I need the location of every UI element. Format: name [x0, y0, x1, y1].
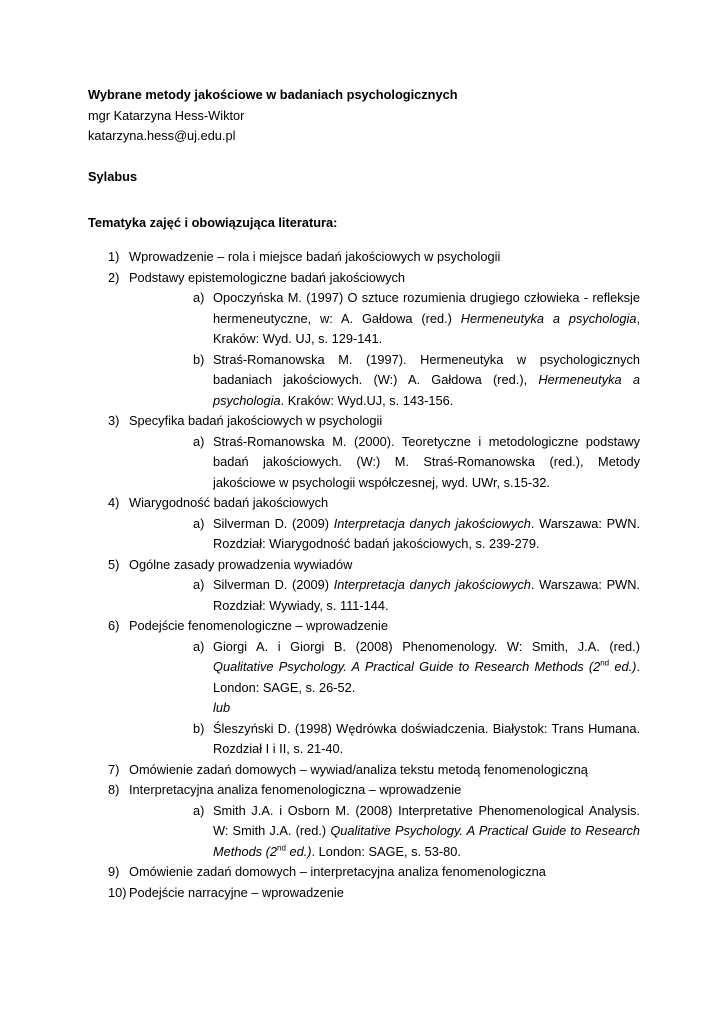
reference-text — [213, 637, 640, 719]
reference-text — [213, 575, 640, 616]
reference-pre: Smith J.A. i Osborn M. (2008) Interpretative Phenomenological Analysis. W: Smith J.A. (red.) — [213, 802, 640, 838]
topic-title: Ogólne zasady prowadzenia wywiadów — [129, 556, 353, 572]
topic-number: 10) — [108, 884, 127, 900]
reference-letter: b) — [193, 351, 205, 367]
reference-italic: Qualitative Psychology. A Practical Guide to Research Methods (2 — [213, 823, 640, 859]
reference-item — [129, 288, 640, 350]
topic-item — [88, 555, 640, 617]
topic-item — [88, 411, 640, 493]
topic-number: 1) — [108, 249, 120, 264]
reference-pre: Straś-Romanowska M. (1997). Hermeneutyka w psychologicznych badaniach jakościowych. (W:) A. Gałdowa (red.), — [213, 351, 640, 387]
reference-italic: Hermeneutyka a psychologia — [460, 310, 637, 326]
topic-title: Podejście narracyjne – wprowadzenie — [129, 884, 344, 900]
reference-item — [129, 350, 640, 412]
topic-number: 7) — [108, 761, 120, 777]
topic-item — [88, 493, 640, 555]
reference-item — [129, 801, 640, 863]
topic-item — [88, 862, 640, 883]
reference-item — [129, 575, 640, 616]
reference-italic: Qualitative Psychology. A Practical Guide to Research Methods (2 — [213, 659, 601, 674]
topic-number: 6) — [108, 618, 120, 633]
reference-sup: nd — [277, 843, 286, 853]
topic-item — [88, 760, 640, 781]
reference-pre: Opoczyńska M. (1997) O sztuce rozumienia drugiego człowieka - refleksje hermeneutyczne, w: A. Gałdowa (red.) — [213, 290, 640, 326]
topic-item — [88, 616, 640, 760]
reference-text — [213, 350, 640, 412]
topic-title: Interpretacyjna analiza fenomenologiczna – wprowadzenie — [129, 782, 462, 797]
reference-alternative: lub — [213, 700, 231, 715]
reference-text — [213, 288, 640, 350]
topic-number: 4) — [108, 495, 120, 510]
reference-text — [213, 719, 640, 760]
reference-pre: Śleszyński D. (1998) Wędrówka doświadczenia. Białystok: Trans Humana. Rozdział I i II, s. 21-40. — [213, 720, 640, 756]
reference-letter: a) — [193, 433, 205, 449]
reference-letter: a) — [193, 290, 205, 305]
topic-title: Podstawy epistemologiczne badań jakościowych — [129, 269, 405, 285]
topic-item — [88, 883, 640, 904]
reference-text — [213, 514, 640, 555]
reference-sup: nd — [600, 658, 610, 668]
reference-post: . Warszawa: PWN. Rozdział: Wywiady, s. 111-144. — [213, 577, 640, 613]
course-title: Wybrane metody jakościowe w badaniach psychologicznych — [88, 87, 458, 102]
topic-number: 9) — [108, 864, 120, 879]
section-title: Tematyka zajęć i obowiązująca literatura: — [88, 215, 338, 230]
reference-letter: b) — [193, 720, 205, 736]
topic-title: Podejście fenomenologiczne – wprowadzenie — [129, 618, 388, 633]
reference-italic: Interpretacja danych jakościowych — [333, 515, 531, 531]
reference-italic-tail: ed.) — [609, 659, 637, 674]
topic-title: Omówienie zadań domowych – interpretacyjna analiza fenomenologiczna — [129, 864, 546, 879]
reference-pre: Silverman D. (2009) — [213, 515, 334, 531]
topic-title: Omówienie zadań domowych – wywiad/analiza tekstu metodą fenomenologiczną — [129, 761, 588, 777]
topic-number: 8) — [108, 782, 120, 797]
reference-text — [213, 801, 640, 863]
reference-post: , Kraków: Wyd. UJ, s. 129-141. — [213, 310, 641, 346]
reference-pre: Giorgi A. i Giorgi B. (2008) Phenomenology. W: Smith, J.A. (red.) — [213, 638, 640, 654]
reference-item — [129, 637, 640, 719]
topic-number: 3) — [108, 413, 120, 428]
syllabus-label: Sylabus — [88, 169, 138, 184]
reference-post: . Warszawa: PWN. Rozdział: Wiarygodność badań jakościowych, s. 239-279. — [213, 515, 640, 551]
topic-list — [88, 247, 640, 903]
reference-item — [129, 514, 640, 555]
reference-italic: Hermeneutyka a psychologia — [213, 372, 640, 408]
reference-letter: a) — [193, 577, 205, 592]
course-author: mgr Katarzyna Hess-Wiktor — [88, 107, 245, 123]
topic-number: 2) — [108, 269, 120, 285]
author-email: katarzyna.hess@uj.edu.pl — [88, 128, 236, 143]
reference-item — [129, 719, 640, 760]
reference-item — [129, 432, 640, 494]
reference-post: . Kraków: Wyd.UJ, s. 143-156. — [280, 392, 454, 408]
topic-title: Wprowadzenie – rola i miejsce badań jakościowych w psychologii — [129, 249, 501, 264]
reference-text — [213, 432, 640, 494]
reference-post: . London: SAGE, s. 53-80. — [311, 843, 461, 859]
document-header — [88, 85, 648, 147]
topic-item — [88, 268, 640, 412]
reference-pre: Straś-Romanowska M. (2000). Teoretyczne i metodologiczne podstawy badań jakościowych. (W:) M. Straś-Romanowska (red.), Metody jakościowe w psychologii współczesnej, wyd. UWr, s.15-32. — [213, 433, 640, 490]
reference-italic-tail: ed.) — [285, 843, 312, 859]
reference-letter: a) — [193, 638, 205, 654]
reference-letter: a) — [193, 802, 205, 818]
topic-item — [88, 780, 640, 862]
topic-title: Wiarygodność badań jakościowych — [129, 495, 329, 510]
reference-letter: a) — [193, 515, 205, 531]
topic-number: 5) — [108, 556, 120, 572]
reference-pre: Silverman D. (2009) — [213, 577, 334, 592]
topic-title: Specyfika badań jakościowych w psychologii — [129, 413, 383, 428]
reference-italic: Interpretacja danych jakościowych — [333, 577, 531, 592]
topic-item — [88, 247, 640, 268]
reference-post: . London: SAGE, s. 26-52. — [213, 659, 641, 695]
